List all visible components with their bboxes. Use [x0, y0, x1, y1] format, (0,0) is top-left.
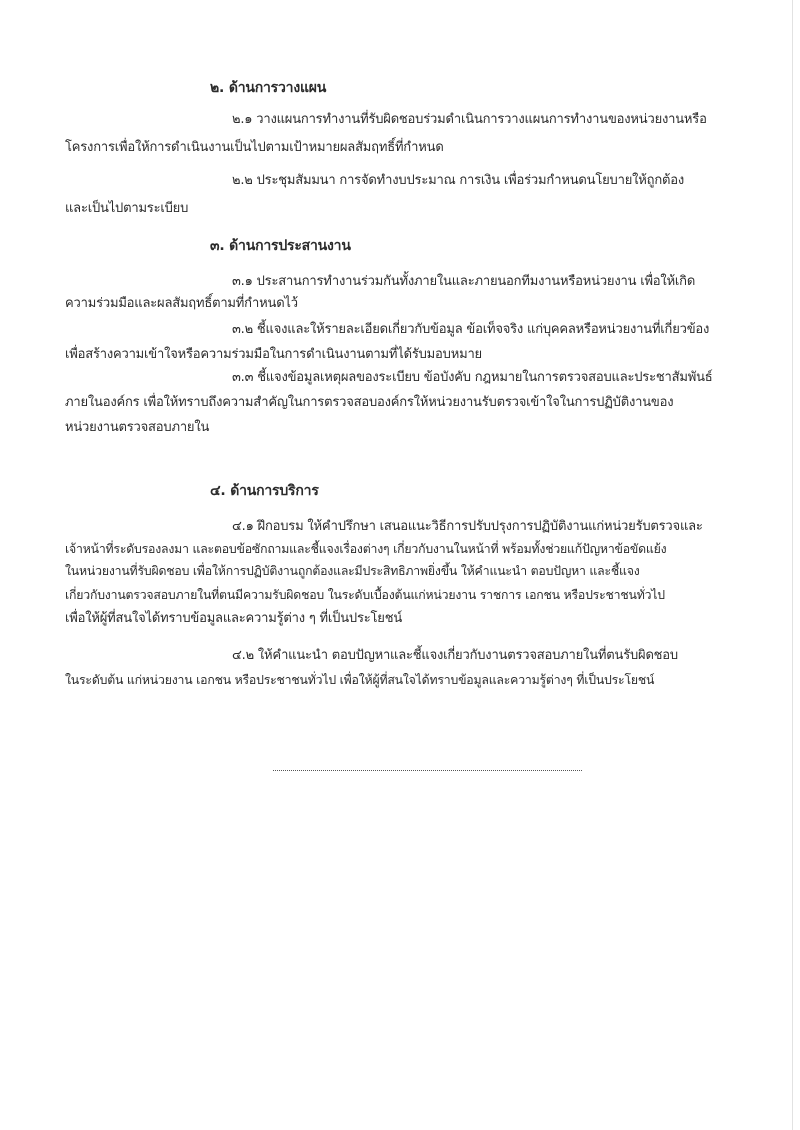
- dotted-separator: [273, 770, 582, 771]
- paragraph-line: เพื่อให้ผู้ที่สนใจได้ทราบข้อมูลและความรู้ต่าง ๆ ที่เป็นประโยชน์: [65, 611, 403, 626]
- paragraph-line: ๓.๑ ประสานการทำงานร่วมกันทั้งภายในและภายนอกทีมงานหรือหน่วยงาน เพื่อให้เกิด: [232, 274, 696, 289]
- paragraph-line: ๔.๑ ฝึกอบรม ให้คำปรึกษา เสนอแนะวิธีการปรับปรุงการปฏิบัติงานแก่หน่วยรับตรวจและ: [232, 519, 703, 534]
- section-heading-planning: ๒. ด้านการวางแผน: [210, 80, 327, 96]
- paragraph-line: ๒.๑ วางแผนการทำงานที่รับผิดชอบร่วมดำเนินการวางแผนการทำงานของหน่วยงานหรือ: [232, 112, 707, 127]
- section-heading-coordination: ๓. ด้านการประสานงาน: [210, 238, 351, 254]
- paragraph-line: ภายในองค์กร เพื่อให้ทราบถึงความสำคัญในการตรวจสอบองค์กรให้หน่วยงานรับตรวจเข้าใจในการปฏิบัติงานของ: [65, 395, 674, 410]
- scan-edge-line: [792, 0, 793, 1130]
- paragraph-line: ๒.๒ ประชุมสัมมนา การจัดทำงบประมาณ การเงิน เพื่อร่วมกำหนดนโยบายให้ถูกต้อง: [232, 173, 684, 188]
- paragraph-line: ความร่วมมือและผลสัมฤทธิ์ตามที่กำหนดไว้: [65, 296, 298, 311]
- paragraph-line: เกี่ยวกับงานตรวจสอบภายในที่ตนมีความรับผิดชอบ ในระดับเบื้องต้นแก่หน่วยงาน ราชการ เอกชน หรือประชาชนทั่วไป: [65, 588, 665, 602]
- section-heading-service: ๔. ด้านการบริการ: [210, 483, 319, 499]
- paragraph-line: เพื่อสร้างความเข้าใจหรือความร่วมมือในการดำเนินงานตามที่ได้รับมอบหมาย: [65, 347, 482, 362]
- paragraph-line: และเป็นไปตามระเบียบ: [65, 201, 189, 216]
- paragraph-line: ๓.๓ ชี้แจงข้อมูลเหตุผลของระเบียบ ข้อบังคับ กฎหมายในการตรวจสอบและประชาสัมพันธ์: [232, 370, 713, 385]
- paragraph-line: หน่วยงานตรวจสอบภายใน: [65, 420, 210, 435]
- paragraph-line: โครงการเพื่อให้การดำเนินงานเป็นไปตามเป้าหมายผลสัมฤทธิ์ที่กำหนด: [65, 140, 444, 155]
- paragraph-line: ในหน่วยงานที่รับผิดชอบ เพื่อให้การปฏิบัติงานถูกต้องและมีประสิทธิภาพยิ่งขึ้น ให้คำแนะนำ ตอบปัญหา และชี้แจง: [65, 564, 640, 578]
- paragraph-line: ๔.๒ ให้คำแนะนำ ตอบปัญหาและชี้แจงเกี่ยวกับงานตรวจสอบภายในที่ตนรับผิดชอบ: [232, 648, 678, 663]
- paragraph-line: ในระดับต้น แก่หน่วยงาน เอกชน หรือประชาชนทั่วไป เพื่อให้ผู้ที่สนใจได้ทราบข้อมูลและความรู้ต่างๆ ที่เป็นประโยชน์: [65, 673, 655, 687]
- paragraph-line: เจ้าหน้าที่ระดับรองลงมา และตอบข้อซักถามและชี้แจงเรื่องต่างๆ เกี่ยวกับงานในหน้าที่ พร้อมทั้งช่วยแก้ปัญหาข้อขัดแย้ง: [65, 542, 667, 556]
- paragraph-line: ๓.๒ ชี้แจงและให้รายละเอียดเกี่ยวกับข้อมูล ข้อเท็จจริง แก่บุคคลหรือหน่วยงานที่เกี่ยวข้อง: [232, 322, 710, 337]
